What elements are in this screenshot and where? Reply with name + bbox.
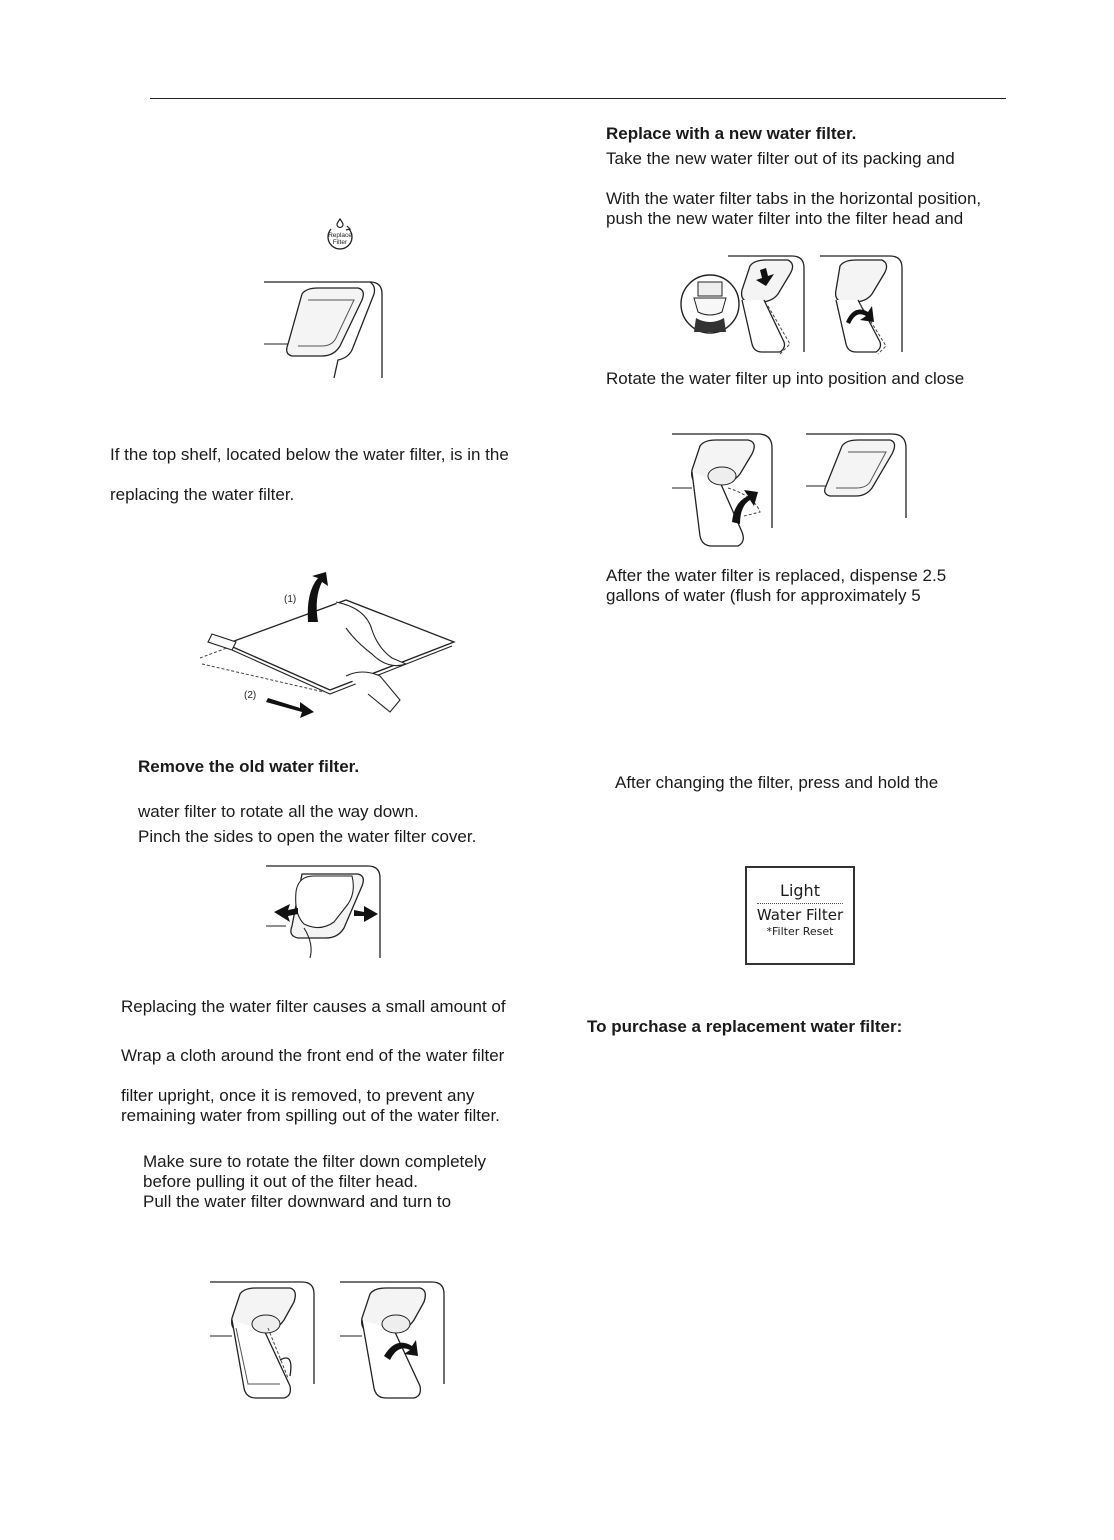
top-shelf-text-line2: replacing the water filter. xyxy=(110,485,295,504)
replace-text-line2: With the water filter tabs in the horizontal position, xyxy=(606,189,982,208)
panel-divider xyxy=(757,903,843,904)
header-rule xyxy=(150,98,1006,99)
rotate-text-line: Rotate the water filter up into position and close xyxy=(606,369,965,388)
filter-housing-illustration xyxy=(262,280,384,380)
purchase-heading: To purchase a replacement water filter: xyxy=(587,1017,903,1036)
insert-filter-rotate-illustration xyxy=(820,256,906,356)
shelf-step2-label: (2) xyxy=(244,690,257,701)
remove-text-line2: Pinch the sides to open the water filter cover. xyxy=(138,827,477,846)
panel-filter-reset-label: *Filter Reset xyxy=(766,925,834,938)
filter-pull-down-illustration xyxy=(340,1280,448,1406)
caution-text-line2: Wrap a cloth around the front end of the water filter xyxy=(121,1046,505,1065)
replace-heading: Replace with a new water filter. xyxy=(606,124,857,143)
replace-filter-icon-line1: Replace xyxy=(328,232,352,239)
top-shelf-text-line1: If the top shelf, located below the water filter, is in the xyxy=(110,445,509,464)
shelf-step1-label: (1) xyxy=(284,594,297,605)
replace-filter-icon xyxy=(325,218,355,250)
pinch-filter-cover-illustration xyxy=(264,862,382,960)
panel-water-filter-label: Water Filter xyxy=(756,906,844,924)
panel-light-label: Light xyxy=(780,881,820,900)
note-text-line3: Pull the water filter downward and turn to xyxy=(143,1192,452,1211)
flush-text-line1: After the water filter is replaced, dispense 2.5 xyxy=(606,566,947,585)
reset-text-line: After changing the filter, press and hold the xyxy=(615,773,939,792)
filter-closed-illustration xyxy=(806,432,910,522)
flush-text-line2: gallons of water (flush for approximately 5 xyxy=(606,586,921,605)
note-text-line1: Make sure to rotate the filter down completely xyxy=(143,1152,486,1171)
remove-text-line1: water filter to rotate all the way down. xyxy=(138,802,419,821)
note-text-line2: before pulling it out of the filter head. xyxy=(143,1172,419,1191)
filter-rotate-up-illustration xyxy=(670,432,778,552)
caution-text-line4: remaining water from spilling out of the water filter. xyxy=(121,1106,500,1125)
replace-text-line1: Take the new water filter out of its packing and xyxy=(606,149,955,168)
replace-text-line3: push the new water filter into the filter head and xyxy=(606,209,964,228)
shelf-removal-illustration xyxy=(196,572,462,722)
caution-text-line3: filter upright, once it is removed, to prevent any xyxy=(121,1086,475,1105)
insert-filter-detail-illustration xyxy=(680,256,810,356)
caution-text-line1: Replacing the water filter causes a small amount of xyxy=(121,997,506,1016)
replace-filter-icon-line2: Filter xyxy=(332,239,348,246)
remove-heading: Remove the old water filter. xyxy=(138,757,360,776)
filter-rotated-down-illustration xyxy=(210,1280,318,1406)
control-panel-display xyxy=(745,866,855,965)
